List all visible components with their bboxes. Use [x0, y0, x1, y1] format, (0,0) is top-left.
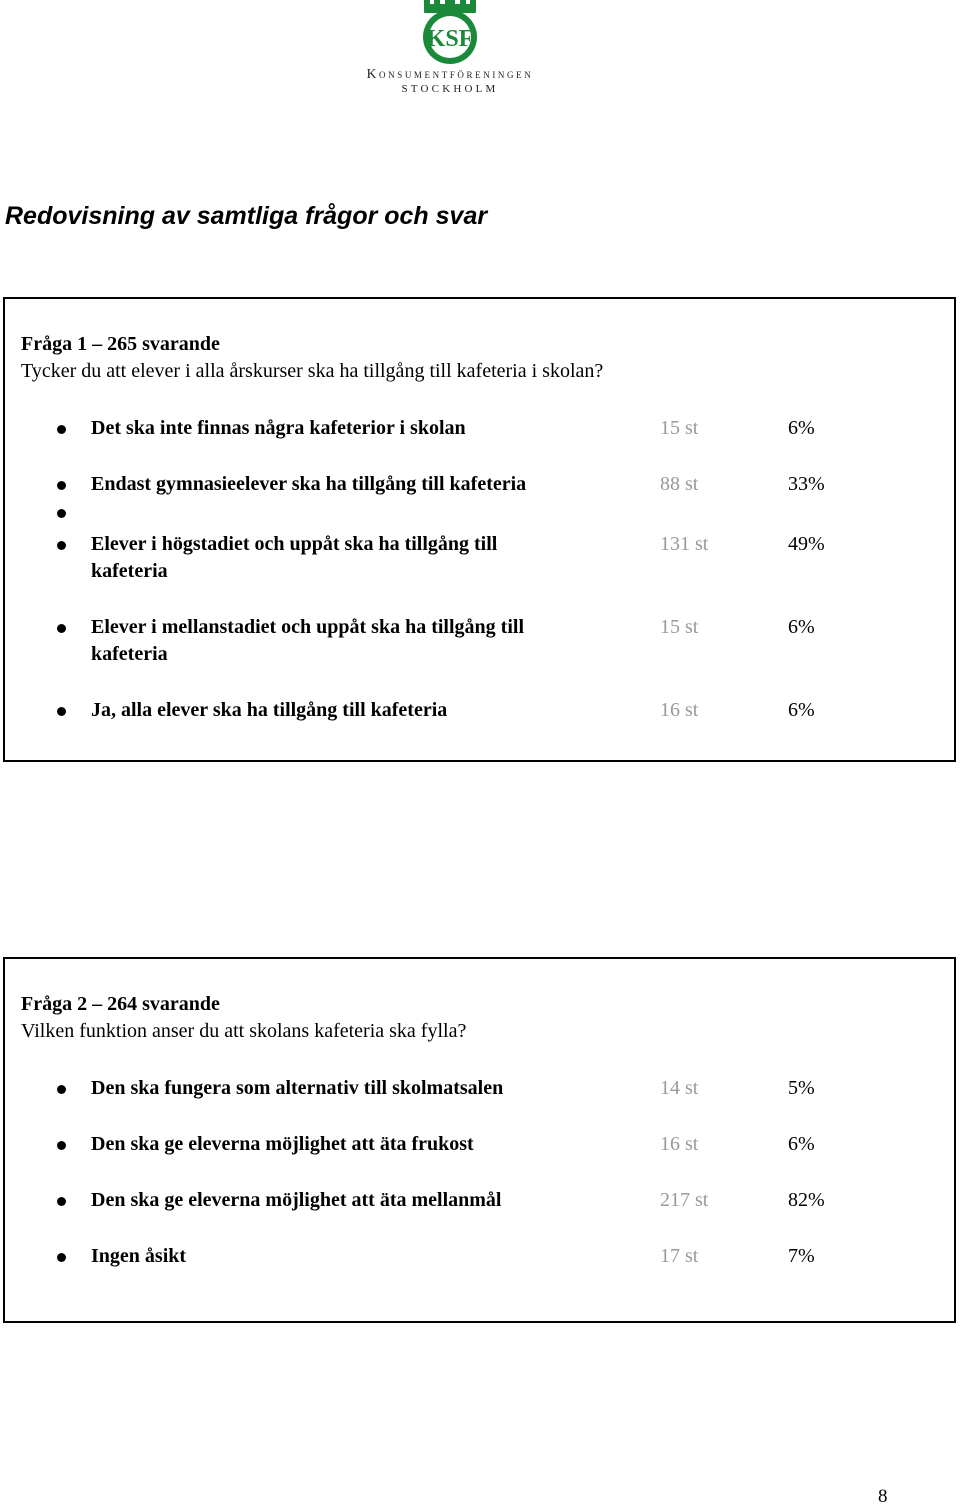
q1-option-5-label: Ja, alla elever ska ha tillgång till kafeteria	[91, 699, 448, 721]
q1-option-2-count: 88 st	[660, 473, 699, 495]
q2-option-3-count: 217 st	[660, 1189, 709, 1211]
bullet-icon	[57, 1141, 66, 1150]
q1-option-1-count: 15 st	[660, 417, 699, 439]
q2-option-4-percent: 7%	[788, 1245, 815, 1267]
bullet-icon	[57, 1197, 66, 1206]
q2-option-1-label: Den ska fungera som alternativ till skolmatsalen	[91, 1077, 504, 1099]
q2-option-1-percent: 5%	[788, 1077, 815, 1099]
q1-option-4-label: Elever i mellanstadiet och uppåt ska ha tillgång till kafeteria	[91, 616, 524, 665]
q1-option-4-count: 15 st	[660, 616, 699, 638]
q2-option-1-count: 14 st	[660, 1077, 699, 1099]
bullet-icon	[57, 1253, 66, 1262]
q1-option-1-label: Det ska inte finnas några kafeterior i skolan	[91, 417, 466, 439]
q2-option-2-percent: 6%	[788, 1133, 815, 1155]
q1-option-3-label: Elever i högstadiet och uppåt ska ha tillgång till kafeteria	[91, 533, 498, 582]
q1-option-1-percent: 6%	[788, 417, 815, 439]
question-1-text: Tycker du att elever i alla årskurser ska ha tillgång till kafeteria i skolan?	[21, 360, 604, 382]
bullet-icon	[57, 624, 66, 633]
question-2-box	[3, 957, 956, 1323]
q1-option-2-percent: 33%	[788, 473, 825, 495]
q2-option-4-label: Ingen åsikt	[91, 1245, 187, 1267]
q1-option-3-count: 131 st	[660, 533, 709, 555]
q1-option-5-count: 16 st	[660, 699, 699, 721]
bullet-icon	[57, 509, 66, 518]
ksf-emblem-icon	[330, 0, 570, 66]
q2-option-2-label: Den ska ge eleverna möjlighet att äta frukost	[91, 1133, 474, 1155]
q1-option-5-percent: 6%	[788, 699, 815, 721]
question-1-box	[3, 297, 956, 762]
question-2-text: Vilken funktion anser du att skolans kafeteria ska fylla?	[21, 1020, 467, 1042]
question-1-header: Fråga 1 – 265 svarande	[21, 333, 220, 355]
page-number: 8	[878, 1486, 888, 1507]
q1-option-3-percent: 49%	[788, 533, 825, 555]
bullet-icon	[57, 1085, 66, 1094]
q2-option-4-count: 17 st	[660, 1245, 699, 1267]
question-2-header: Fråga 2 – 264 svarande	[21, 993, 220, 1015]
bullet-icon	[57, 425, 66, 434]
q1-option-4-percent: 6%	[788, 616, 815, 638]
q2-option-3-label: Den ska ge eleverna möjlighet att äta mellanmål	[91, 1189, 502, 1211]
q2-option-2-count: 16 st	[660, 1133, 699, 1155]
logo-line-1: Konsumentföreningen	[366, 66, 534, 81]
q1-option-2-label: Endast gymnasieelever ska ha tillgång till kafeteria	[91, 473, 527, 495]
page-title: Redovisning av samtliga frågor och svar	[5, 202, 488, 230]
emblem-letters: KSF	[426, 26, 474, 52]
bullet-icon	[57, 541, 66, 550]
bullet-icon	[57, 707, 66, 716]
logo-line-2: STOCKHOLM	[401, 83, 499, 95]
q2-option-3-percent: 82%	[788, 1189, 825, 1211]
konsumentforeningen-logo	[330, 0, 570, 100]
bullet-icon	[57, 481, 66, 490]
